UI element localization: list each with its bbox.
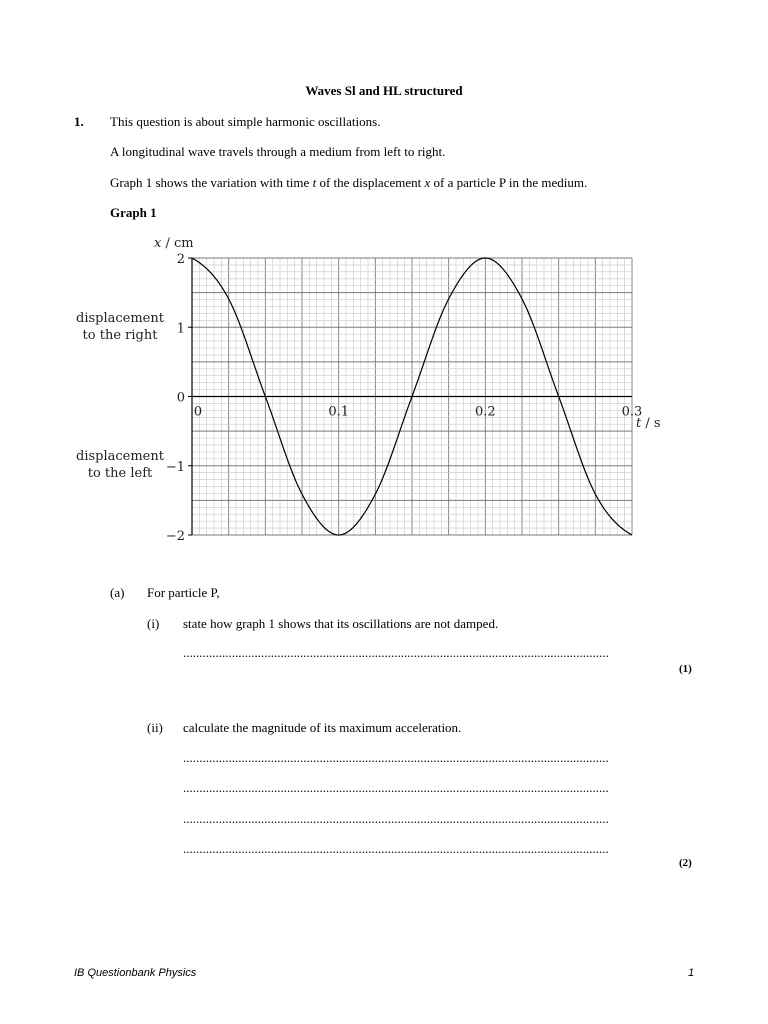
x-tick-label: 0.3	[621, 404, 643, 420]
graph-1-chart	[0, 225, 768, 555]
var-t: t	[312, 175, 317, 190]
x-tick-label: 0	[193, 404, 203, 420]
marks-a-i: (1)	[679, 663, 692, 675]
question-sentence-1: A longitudinal wave travels through a medium from left to right.	[110, 144, 446, 159]
x-tick-label: 0.1	[328, 404, 350, 420]
part-a-i-label: (i)	[147, 616, 160, 631]
var-x: x	[424, 175, 431, 190]
marks-a-ii: (2)	[679, 857, 692, 869]
annotation-right-line-2: to the right	[82, 328, 158, 343]
x-axis-var: t	[636, 416, 642, 431]
annotation-left-line-1: displacement	[76, 449, 164, 464]
y-axis-label	[154, 236, 194, 251]
graph-heading: Graph 1	[110, 205, 157, 220]
question-sentence-2	[110, 175, 587, 191]
y-tick-label: 2	[176, 252, 185, 267]
annotation-right-line-1: displacement	[76, 311, 164, 326]
question-number: 1.	[74, 114, 84, 129]
y-tick-label: −2	[165, 529, 185, 544]
sentence-2-part: of a particle P in the medium.	[430, 175, 588, 190]
sentence-2-part: of the displacement	[316, 175, 425, 190]
x-tick-label: 0.2	[474, 404, 496, 420]
footer-source: IB Questionbank Physics	[74, 967, 197, 979]
x-axis-unit: / s	[641, 416, 661, 431]
answer-line[interactable]: ...................................................................................................................................	[183, 780, 609, 795]
answer-line[interactable]: ...................................................................................................................................	[183, 645, 609, 660]
page-title: Waves Sl and HL structured	[305, 83, 463, 98]
answer-line[interactable]: ...................................................................................................................................	[183, 841, 609, 856]
x-axis-label	[636, 416, 661, 431]
part-a-label: (a)	[110, 585, 125, 600]
part-a-i-text: state how graph 1 shows that its oscillations are not damped.	[183, 616, 499, 631]
page-number: 1	[688, 967, 695, 979]
part-a-ii-label: (ii)	[147, 720, 163, 735]
question-intro: This question is about simple harmonic oscillations.	[110, 114, 381, 129]
sentence-2-part: Graph 1 shows the variation with time	[110, 175, 313, 190]
answer-line[interactable]: ...................................................................................................................................	[183, 750, 609, 765]
y-axis-var: x	[154, 236, 162, 251]
annotation-left-line-2: to the left	[87, 466, 153, 481]
y-axis-unit: / cm	[161, 236, 194, 251]
y-tick-label: 0	[176, 390, 185, 406]
y-tick-label: 1	[176, 321, 185, 337]
y-tick-label: −1	[165, 459, 185, 475]
part-a-ii-text: calculate the magnitude of its maximum acceleration.	[183, 720, 462, 735]
answer-line[interactable]: ...................................................................................................................................	[183, 811, 609, 826]
part-a-text: For particle P,	[147, 585, 220, 600]
